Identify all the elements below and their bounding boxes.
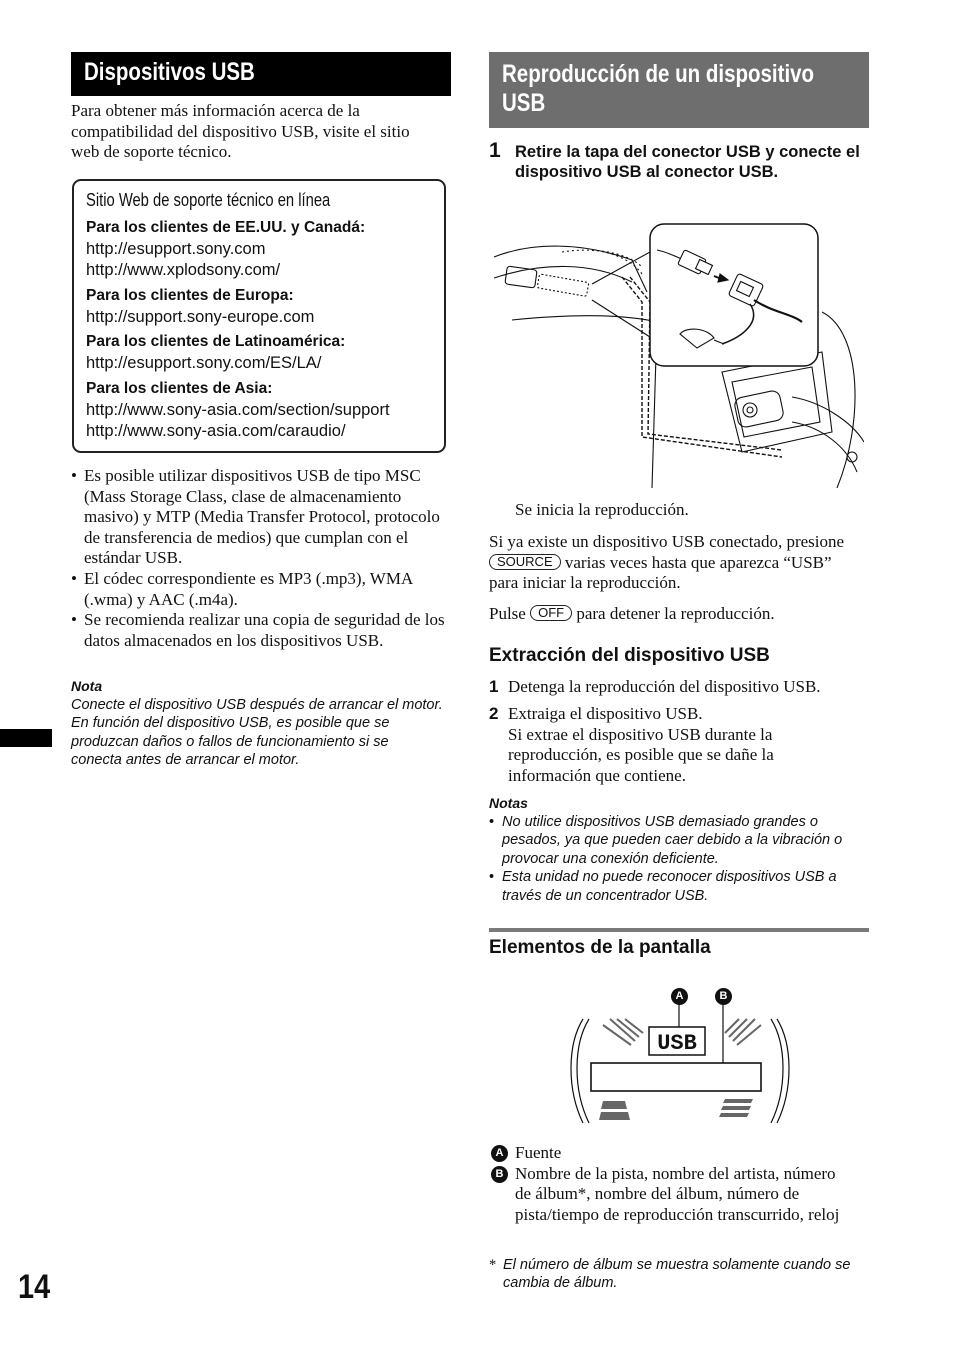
url-link[interactable]: http://support.sony-europe.com [86, 308, 315, 326]
legend-item [489, 1164, 845, 1226]
note-text [71, 696, 443, 770]
source-button-label: SOURCE [489, 554, 561, 570]
text-segment: Si ya existe un dispositivo USB conectado, presione [489, 532, 845, 551]
marker-b: B [491, 1166, 508, 1183]
section-heading-usb-devices [71, 52, 451, 96]
group-label-usa: Para los clientes de EE.UU. y Canadá: [86, 219, 366, 236]
text-segment: para detener la reproducción. [576, 604, 775, 623]
url-link[interactable]: http://esupport.sony.com [86, 240, 266, 258]
step-text: Detenga la reproducción del dispositivo USB. [508, 677, 821, 696]
url-link[interactable]: http://www.xplodsony.com/ [86, 261, 281, 279]
marker-a: A [491, 1145, 508, 1162]
step-number: 1 [489, 677, 499, 696]
display-legend [489, 1143, 859, 1225]
footnote-text: El número de álbum se muestra solamente cuando se cambia de álbum. [503, 1257, 851, 1292]
off-button-label: OFF [530, 605, 572, 621]
off-paragraph [489, 604, 859, 625]
usb-info-list [71, 466, 451, 651]
step-number: 1 [489, 139, 501, 162]
page-number: 14 [18, 1268, 51, 1306]
list-item: • No utilice dispositivos USB demasiado grandes o pesados, ya que pueden caer debido a la vibración o provocar una conexión deficiente. [489, 813, 871, 868]
extraction-step [489, 704, 869, 786]
text-segment: Pulse [489, 604, 526, 623]
notes-label: Notas [489, 795, 528, 811]
marker-a: A [671, 988, 688, 1005]
note-label: Nota [71, 678, 103, 694]
note-line: En función del dispositivo USB, es posible que se produzcan daños o fallos de funcionamiento si se conecta antes de arrancar el motor. [71, 715, 390, 769]
footnote [489, 1256, 869, 1293]
display-usb-text: USB [657, 1031, 697, 1056]
usb-connection-illustration [492, 222, 864, 488]
display-panel-illustration [565, 985, 795, 1127]
section-divider [489, 928, 869, 932]
url-link[interactable]: http://www.sony-asia.com/caraudio/ [86, 422, 346, 440]
section-tab-marker [0, 729, 52, 747]
notes-list [489, 813, 871, 905]
step-instruction: Retire la tapa del conector USB y conecte el dispositivo USB al conector USB. [515, 143, 860, 182]
extraction-heading: Extracción del dispositivo USB [489, 645, 770, 666]
group-label-asia: Para los clientes de Asia: [86, 380, 273, 397]
heading-text: Dispositivos USB [84, 58, 255, 86]
list-item: • El códec correspondiente es MP3 (.mp3), WMA (.wma) y AAC (.m4a). [71, 569, 451, 610]
display-items-heading: Elementos de la pantalla [489, 937, 711, 958]
footnote-mark: * [489, 1257, 497, 1273]
step-detail: Si extrae el dispositivo USB durante la reproducción, es posible que se dañe la información que contiene. [508, 724, 774, 785]
group-label-europe: Para los clientes de Europa: [86, 287, 294, 304]
legend-item [489, 1143, 859, 1164]
intro-paragraph: Para obtener más información acerca de la compatibilidad del dispositivo USB, visite el sitio web de soporte técnico. [71, 101, 410, 162]
text-segment: varias veces hasta que aparezca “USB” para iniciar la reproducción. [489, 552, 832, 593]
playback-starts-text: Se inicia la reproducción. [515, 500, 689, 519]
note-line: Conecte el dispositivo USB después de arrancar el motor. [71, 697, 443, 713]
heading-text: Reproducción de un dispositivo USB [502, 60, 815, 117]
url-link[interactable]: http://esupport.sony.com/ES/LA/ [86, 354, 322, 372]
step-number: 2 [489, 704, 499, 723]
list-item: • Es posible utilizar dispositivos USB de tipo MSC (Mass Storage Class, clase de almacenamiento masivo) y MTP (Media Transfer Protocol, protocolo de transferencia de medios) que cumplan con el estándar USB. [71, 466, 451, 569]
support-website-box [72, 179, 446, 453]
box-title: Sitio Web de soporte técnico en línea [86, 190, 331, 210]
source-paragraph [489, 532, 859, 594]
step-text: Extraiga el dispositivo USB. [508, 704, 703, 723]
extraction-step [489, 677, 869, 698]
list-item: • Se recomienda realizar una copia de seguridad de los datos almacenados en los dispositivos USB. [71, 610, 451, 651]
legend-text: Nombre de la pista, nombre del artista, número de álbum*, nombre del álbum, número de pista/tiempo de reproducción transcurrido, reloj [515, 1163, 840, 1224]
marker-b: B [715, 988, 732, 1005]
url-link[interactable]: http://www.sony-asia.com/section/support [86, 401, 390, 419]
section-heading-usb-playback [489, 52, 869, 128]
group-label-latam: Para los clientes de Latinoamérica: [86, 333, 346, 350]
legend-text: Fuente [515, 1143, 562, 1162]
list-item: • Esta unidad no puede reconocer dispositivos USB a través de un concentrador USB. [489, 868, 871, 905]
